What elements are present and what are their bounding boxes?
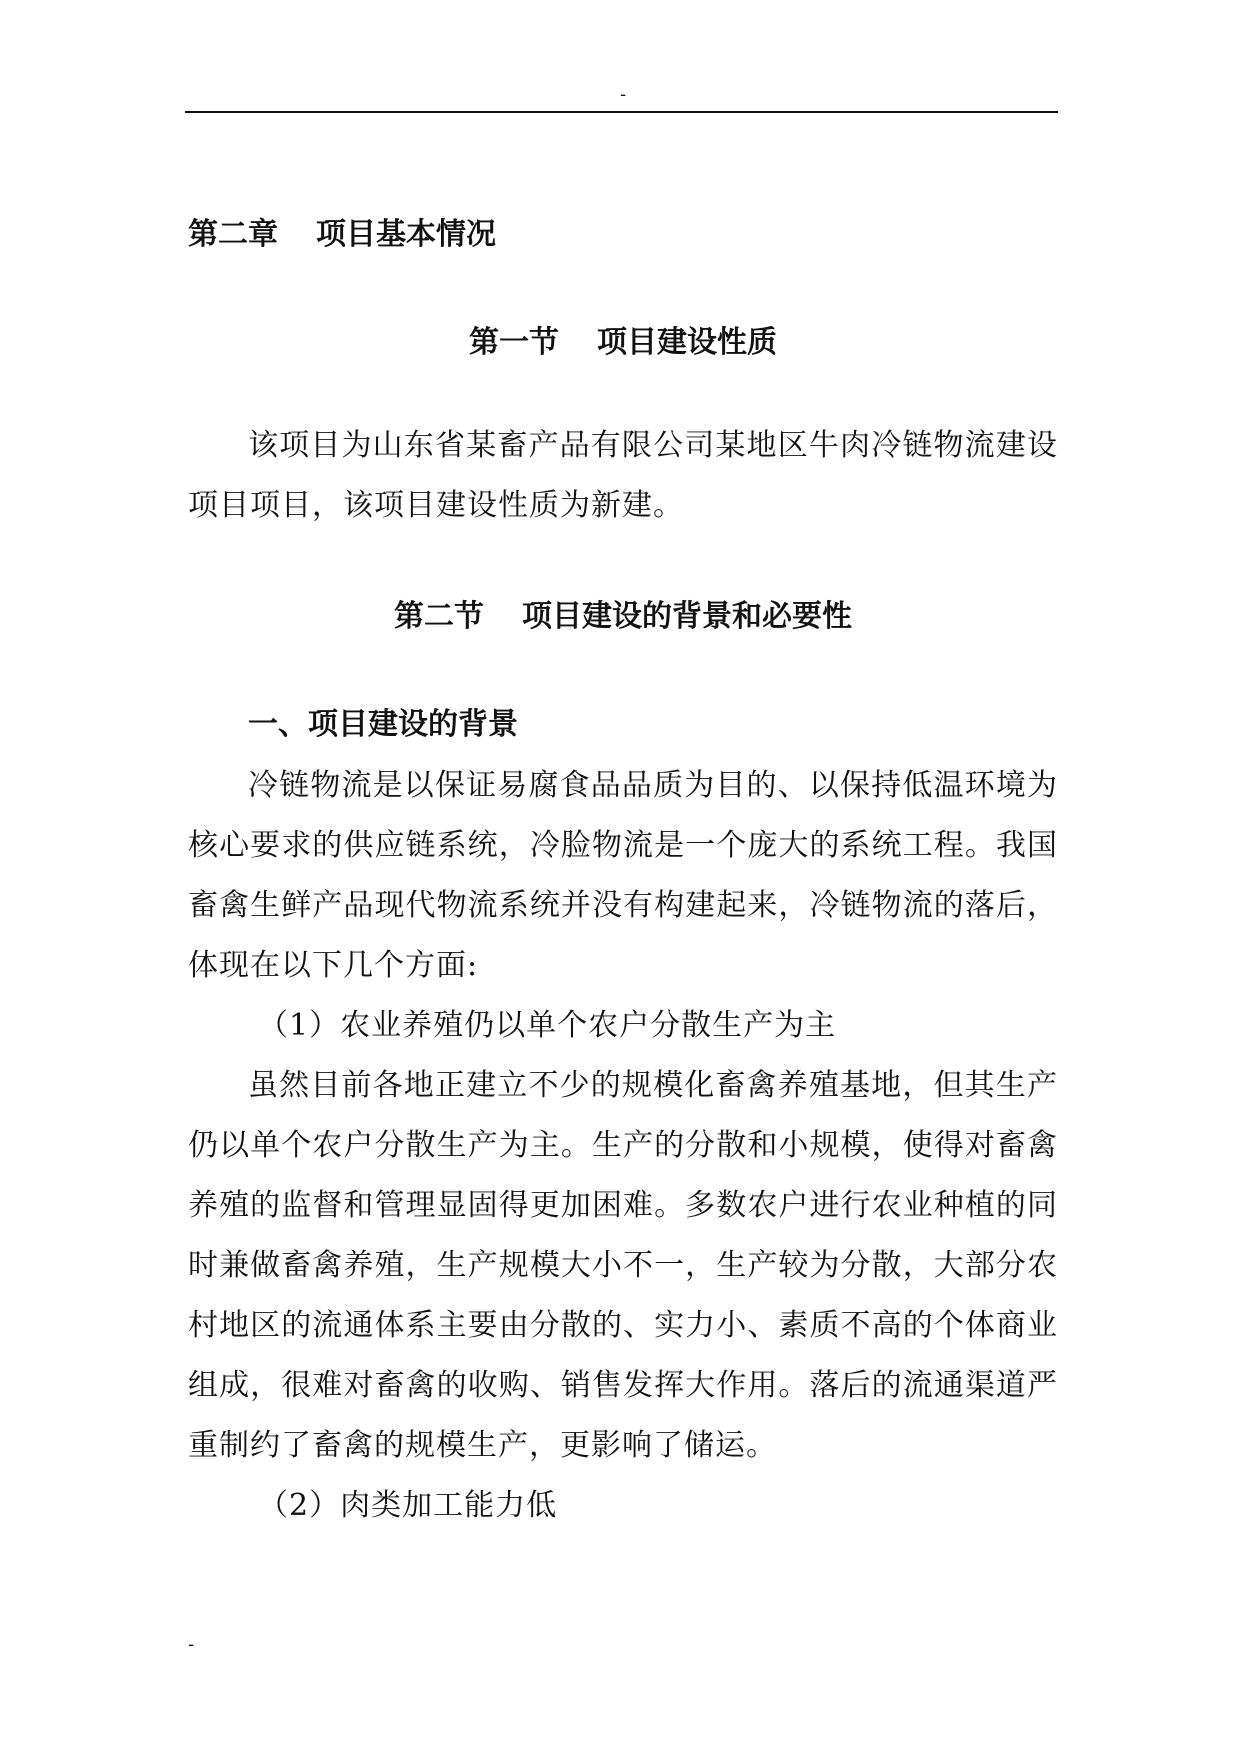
section-1-title: 项目建设性质 xyxy=(597,325,777,360)
list-item-1: （1）农业养殖仍以单个农户分散生产为主 xyxy=(258,1008,837,1043)
footer-mark: - xyxy=(188,1634,195,1655)
section-1-heading xyxy=(188,314,1058,372)
section-2-title: 项目建设的背景和必要性 xyxy=(522,599,852,634)
chapter-title: 项目基本情况 xyxy=(316,217,496,252)
section-2-number: 第二节 xyxy=(394,599,484,634)
header-rule xyxy=(185,111,1058,113)
section-1-paragraph: 该项目为山东省某畜产品有限公司某地区牛肉冷链物流建设项目项目，该项目建设性质为新建。 xyxy=(188,428,1058,523)
chapter-number: 第二章 xyxy=(188,217,278,252)
section-1-number: 第一节 xyxy=(469,325,559,360)
list-item-2: （2）肉类加工能力低 xyxy=(258,1488,558,1523)
section-2-heading xyxy=(188,588,1058,646)
chapter-heading xyxy=(188,206,1058,264)
document-body xyxy=(188,206,1058,1536)
intro-paragraph: 冷链物流是以保证易腐食品品质为目的、以保持低温环境为核心要求的供应链系统，冷脸物流是一个庞大的系统工程。我国畜禽生鲜产品现代物流系统并没有构建起来，冷链物流的落后，体现在以下几个方面: xyxy=(188,768,1058,983)
header-mark: - xyxy=(620,84,627,105)
list-item-1-paragraph: 虽然目前各地正建立不少的规模化畜禽养殖基地，但其生产仍以单个农户分散生产为主。生产的分散和小规模，使得对畜禽养殖的监督和管理显固得更加困难。多数农户进行农业种植的同时兼做畜禽养殖，生产规模大小不一，生产较为分散，大部分农村地区的流通体系主要由分散的、实力小、素质不高的个体商业组成，很难对畜禽的收购、销售发挥大作用。落后的流通渠道严重制约了畜禽的规模生产，更影响了储运。 xyxy=(188,1068,1058,1463)
subheading-background: 一、项目建设的背景 xyxy=(248,707,518,742)
